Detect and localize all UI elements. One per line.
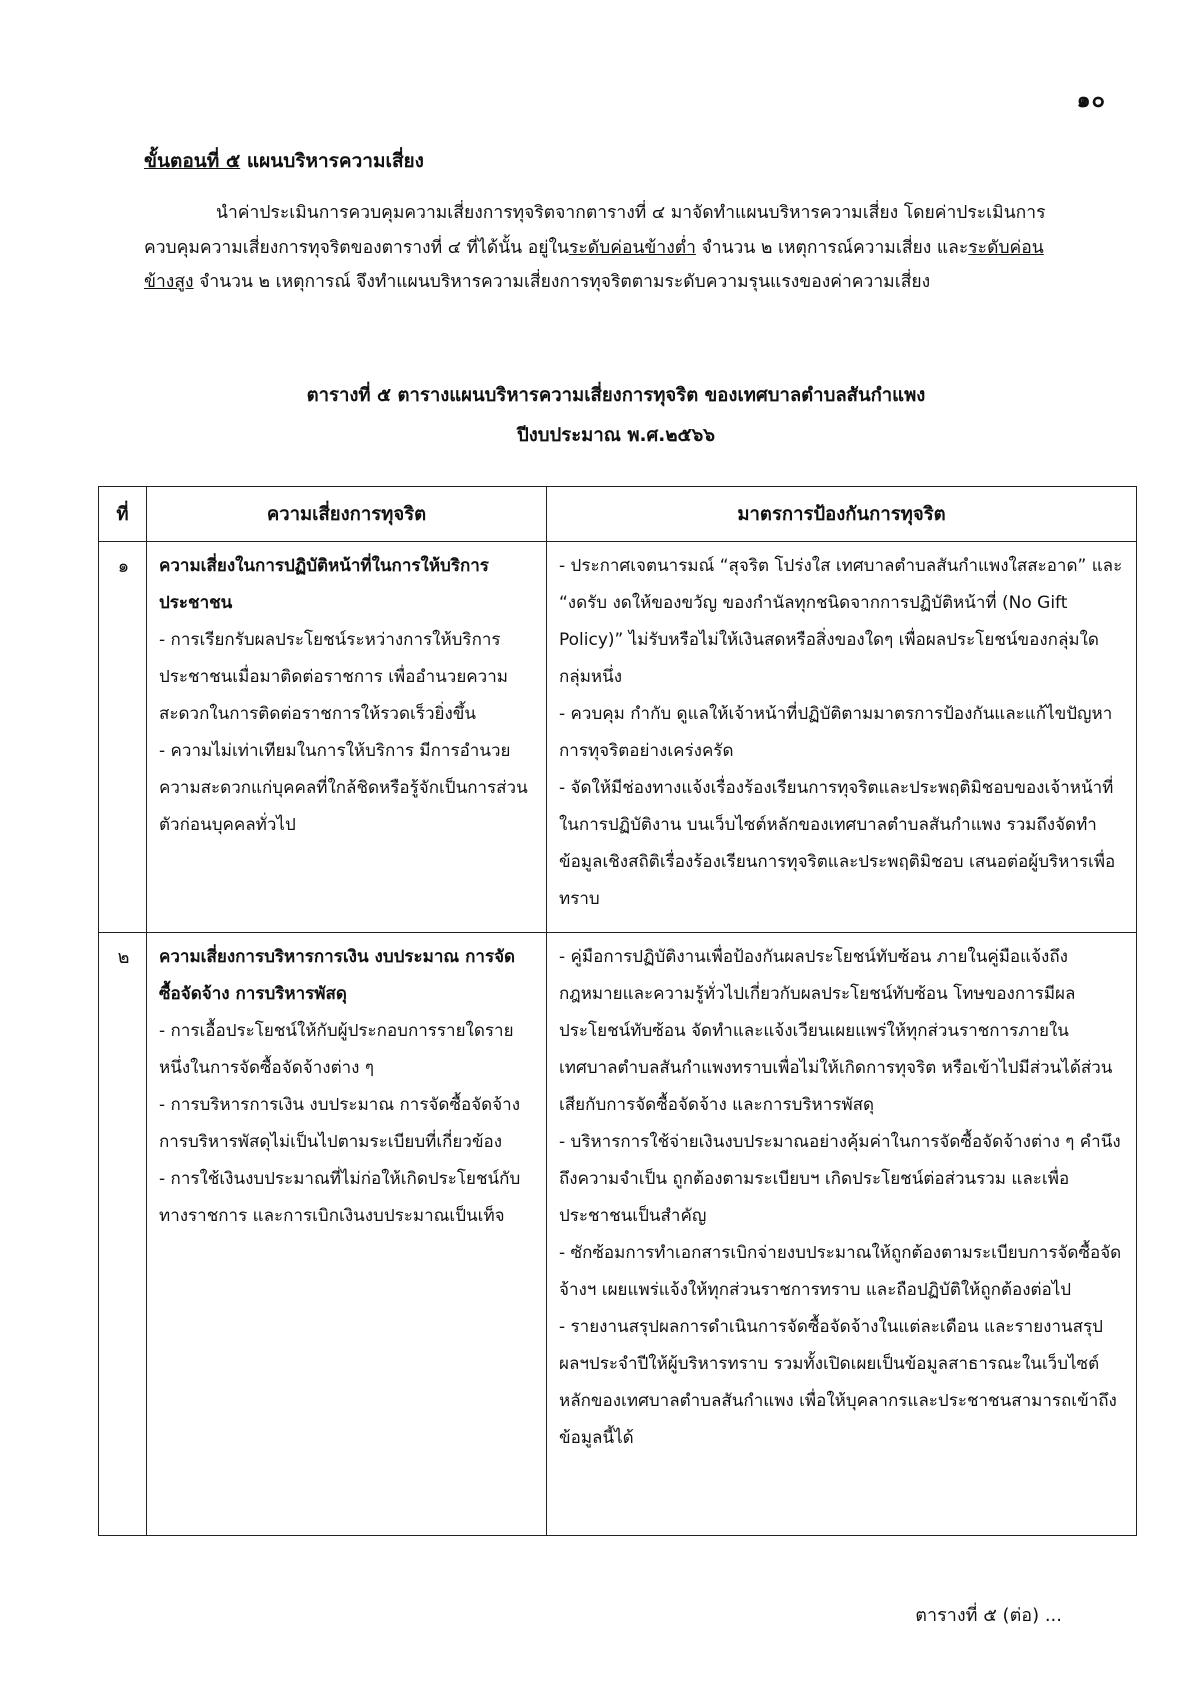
continuation-note: ตารางที่ ๕ (ต่อ) ... [915, 1605, 1062, 1626]
measure-item: - ซักซ้อมการทำเอกสารเบิกจ่ายงบประมาณให้ถูกต้องตามระเบียบการจัดซื้อจัดจ้างฯ เผยแพร่แจ้งให้ทุกส่วนราชการทราบ และถือปฏิบัติให้ถูกต้องต่อไป [559, 1243, 1122, 1300]
intro-text-3: จำนวน ๒ เหตุการณ์ จึงทำแผนบริหารความเสี่ยงการทุจริตตามระดับความรุนแรงของค่าความเสี่ยง [193, 272, 931, 292]
intro-text-2: จำนวน ๒ เหตุการณ์ความเสี่ยง และ [695, 237, 969, 258]
risk-item: - การใช้เงินงบประมาณที่ไม่ก่อให้เกิดประโยชน์กับทางราชการ และการเบิกเงินงบประมาณเป็นเท็จ [159, 1169, 521, 1226]
intro-text-1: นำค่าประเมินการควบคุมความเสี่ยงการทุจริตจากตารางที่ ๔ มาจัดทำแผนบริหารความเสี่ยง โดยค่าประเมินการควบคุมความเสี่ยงการทุจริตของตารางที่ ๔ ที่ได้นั้น อยู่ใน [144, 203, 1046, 258]
header-risk: ความเสี่ยงการทุจริต [147, 487, 547, 542]
risk-cell [147, 933, 547, 1536]
step-label: ขั้นตอนที่ ๕ [144, 150, 241, 172]
page-number: ๑๐ [1076, 88, 1106, 113]
intro-underline-low: ระดับค่อนข้างต่ำ [568, 237, 696, 258]
risk-title: ความเสี่ยงในการปฏิบัติหน้าที่ในการให้บริการประชาชน [159, 556, 489, 613]
row-number: ๒ [99, 933, 147, 1536]
intro-underline-high: ระดับค่อนข้างสูง [144, 237, 1044, 292]
risk-plan-table [98, 486, 1137, 1536]
step-heading [144, 146, 424, 176]
risk-item: - การบริหารการเงิน งบประมาณ การจัดซื้อจัดจ้าง การบริหารพัสดุไม่เป็นไปตามระเบียบที่เกี่ยวข้อง [159, 1095, 521, 1152]
intro-paragraph [144, 196, 1056, 300]
row-number: ๑ [99, 542, 147, 933]
measure-item: - บริหารการใช้จ่ายเงินงบประมาณอย่างคุ้มค่าในการจัดซื้อจัดจ้างต่าง ๆ คำนึงถึงความจำเป็น ถูกต้องตามระเบียบฯ เกิดประโยชน์ต่อส่วนรวม และเพื่อประชาชนเป็นสำคัญ [559, 1132, 1121, 1226]
table-title [100, 376, 1132, 456]
measure-item: - รายงานสรุปผลการดำเนินการจัดซื้อจัดจ้างในแต่ละเดือน และรายงานสรุปผลฯประจำปีให้ผู้บริหารทราบ รวมทั้งเปิดเผยเป็นข้อมูลสาธารณะในเว็บไซต์หลักของเทศบาลตำบลสันกำแพง เพื่อให้บุคลากรและประชาชนสามารถเข้าถึงข้อมูลนี้ได้ [559, 1317, 1117, 1448]
table-row [99, 542, 1137, 933]
header-no: ที่ [99, 487, 147, 542]
risk-cell [147, 542, 547, 933]
measures-cell [547, 933, 1137, 1536]
table-title-line-2: ปีงบประมาณ พ.ศ.๒๕๖๖ [517, 425, 715, 446]
measures-cell [547, 542, 1137, 933]
risk-item: - การเอื้อประโยชน์ให้กับผู้ประกอบการรายใดรายหนึ่งในการจัดซื้อจัดจ้างต่าง ๆ [159, 1021, 514, 1078]
header-measures: มาตรการป้องกันการทุจริต [547, 487, 1137, 542]
measure-item: - คู่มือการปฏิบัติงานเพื่อป้องกันผลประโยชน์ทับซ้อน ภายในคู่มือแจ้งถึงกฎหมายและความรู้ทั่วไปเกี่ยวกับผลประโยชน์ทับซ้อน โทษของการมีผลประโยชน์ทับซ้อน จัดทำและแจ้งเวียนเผยแพร่ให้ทุกส่วนราชการภายในเทศบาลตำบลสันกำแพงทราบเพื่อไม่ให้เกิดการทุจริต หรือเข้าไปมีส่วนได้ส่วนเสียกับการจัดซื้อจัดจ้าง และการบริหารพัสดุ [559, 947, 1113, 1115]
measure-item: - ประกาศเจตนารมณ์ “สุจริต โปร่งใส เทศบาลตำบลสันกำแพงใสสะอาด” และ “งดรับ งดให้ของขวัญ ของกำนัลทุกชนิดจากการปฏิบัติหน้าที่ (No Gift Policy)” ไม่รับหรือไม่ให้เงินสดหรือสิ่งของใดๆ เพื่อผลประโยชน์ของกลุ่มใดกลุ่มหนึ่ง [559, 556, 1123, 687]
table-row [99, 933, 1137, 1536]
step-title: แผนบริหารความเสี่ยง [246, 150, 424, 172]
risk-item: - ความไม่เท่าเทียมในการให้บริการ มีการอำนวยความสะดวกแก่บุคคลที่ใกล้ชิดหรือรู้จักเป็นการส่วนตัวก่อนบุคคลทั่วไป [159, 741, 528, 835]
table-header-row [99, 487, 1137, 542]
table-title-line-1: ตารางที่ ๕ ตารางแผนบริหารความเสี่ยงการทุจริต ของเทศบาลตำบลสันกำแพง [306, 385, 926, 406]
risk-item: - การเรียกรับผลประโยชน์ระหว่างการให้บริการประชาชนเมื่อมาติดต่อราชการ เพื่ออำนวยความสะดวกในการติดต่อราชการให้รวดเร็วยิ่งขึ้น [159, 630, 508, 724]
measure-item: - ควบคุม กำกับ ดูแลให้เจ้าหน้าที่ปฏิบัติตามมาตรการป้องกันและแก้ไขปัญหาการทุจริตอย่างเคร่งครัด [559, 704, 1113, 761]
risk-title: ความเสี่ยงการบริหารการเงิน งบประมาณ การจัดซื้อจัดจ้าง การบริหารพัสดุ [159, 947, 516, 1004]
measure-item: - จัดให้มีช่องทางแจ้งเรื่องร้องเรียนการทุจริตและประพฤติมิชอบของเจ้าหน้าที่ในการปฏิบัติงาน บนเว็บไซต์หลักของเทศบาลตำบลสันกำแพง รวมถึงจัดทำข้อมูลเชิงสถิติเรื่องร้องเรียนการทุจริตและประพฤติมิชอบ เสนอต่อผู้บริหารเพื่อทราบ [559, 778, 1116, 909]
